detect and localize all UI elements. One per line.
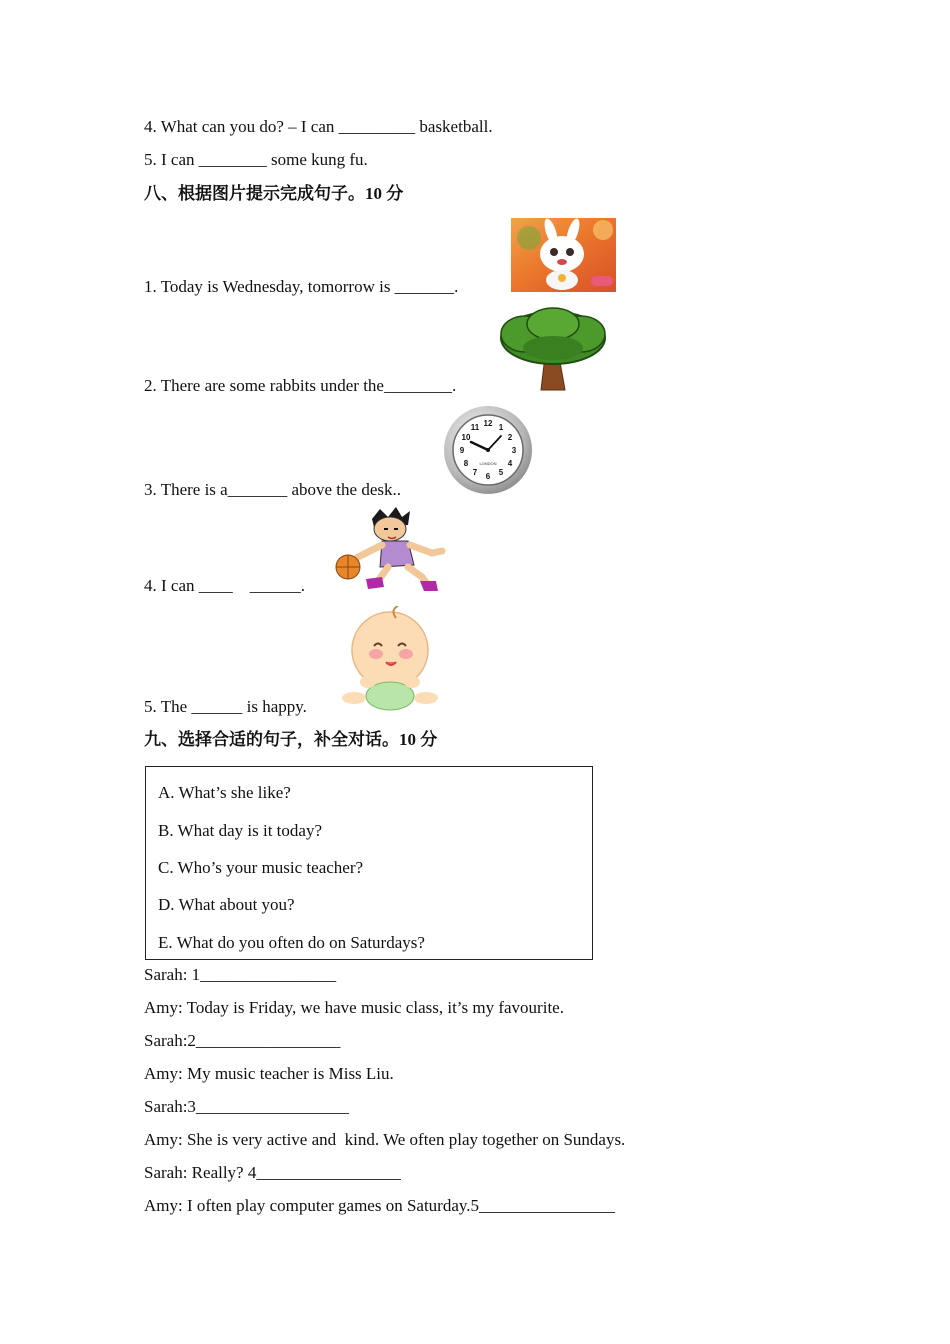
question-8-4: 4. I can ____ ______. xyxy=(144,576,306,595)
clock-brand: LONDON xyxy=(479,461,497,466)
rabbit-cartoon-image xyxy=(511,218,616,292)
clock-num-5: 5 xyxy=(498,468,504,477)
clock-num-8: 8 xyxy=(463,459,469,468)
question-8-2: 2. There are some rabbits under the________. xyxy=(144,376,457,395)
dialogue-line-3: Sarah:2_________________ xyxy=(144,1031,341,1050)
dialogue-line-7: Sarah: Really? 4_________________ xyxy=(144,1163,401,1182)
question-8-3: 3. There is a_______ above the desk.. xyxy=(144,480,401,499)
question-8-1: 1. Today is Wednesday, tomorrow is _______. xyxy=(144,277,459,296)
option-b: B. What day is it today? xyxy=(158,821,322,840)
question-7-5: 5. I can ________ some kung fu. xyxy=(144,150,368,169)
dialogue-line-6: Amy: She is very active and kind. We often play together on Sundays. xyxy=(144,1130,626,1149)
clock-num-10: 10 xyxy=(461,433,471,442)
options-box xyxy=(145,766,593,960)
section-8-heading: 八、根据图片提示完成句子。10 分 xyxy=(144,184,404,203)
clock-num-4: 4 xyxy=(507,459,513,468)
clock-num-12: 12 xyxy=(483,419,493,428)
clock-num-2: 2 xyxy=(507,433,513,442)
dialogue-line-2: Amy: Today is Friday, we have music class, it’s my favourite. xyxy=(144,998,564,1017)
question-7-4: 4. What can you do? – I can _________ basketball. xyxy=(144,117,493,136)
question-8-5: 5. The ______ is happy. xyxy=(144,697,307,716)
option-d: D. What about you? xyxy=(158,895,295,914)
basketball-player-image xyxy=(332,507,448,595)
clock-num-1: 1 xyxy=(498,423,504,432)
clock-num-9: 9 xyxy=(459,446,465,455)
baby-image xyxy=(340,606,440,714)
clock-num-6: 6 xyxy=(485,472,491,481)
clock-num-11: 11 xyxy=(470,423,480,432)
wall-clock-image xyxy=(441,404,535,496)
option-c: C. Who’s your music teacher? xyxy=(158,858,364,877)
clock-num-3: 3 xyxy=(511,446,517,455)
section-9-heading: 九、选择合适的句子，补全对话。10 分 xyxy=(144,730,438,749)
tree-image xyxy=(495,306,613,392)
clock-num-7: 7 xyxy=(472,468,478,477)
option-a: A. What’s she like? xyxy=(158,783,291,802)
dialogue-line-8: Amy: I often play computer games on Saturday.5________________ xyxy=(144,1196,616,1215)
dialogue-line-5: Sarah:3__________________ xyxy=(144,1097,349,1116)
option-e: E. What do you often do on Saturdays? xyxy=(158,933,425,952)
dialogue-line-4: Amy: My music teacher is Miss Liu. xyxy=(144,1064,394,1083)
dialogue-line-1: Sarah: 1________________ xyxy=(144,965,337,984)
